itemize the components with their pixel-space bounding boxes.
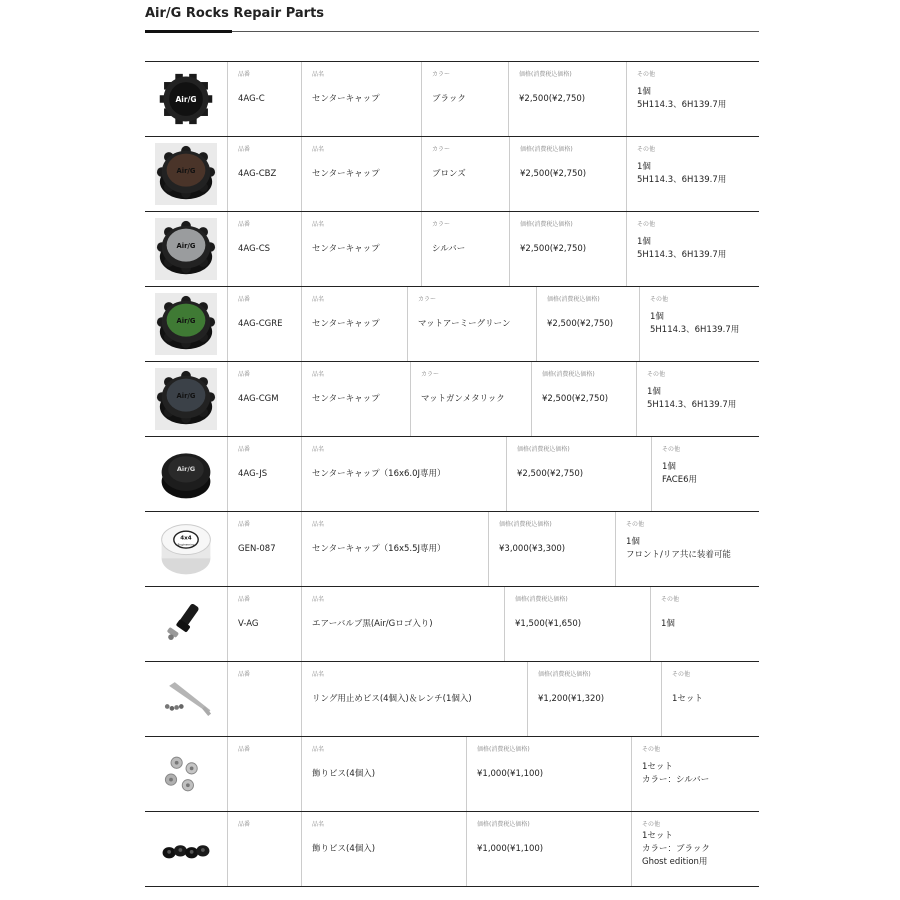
- cell-value: 4AG-C: [238, 93, 265, 104]
- table-row: [145, 61, 759, 136]
- cell-price: [527, 662, 661, 736]
- cell-price: [508, 62, 626, 136]
- cell-value: 4AG-CS: [238, 243, 271, 254]
- cell-value: ¥2,500(¥2,750): [520, 168, 587, 179]
- cell-label: その他: [647, 371, 666, 378]
- other-line: 1セット: [642, 830, 673, 841]
- cell-label: その他: [642, 821, 661, 828]
- cell-label: 品番: [238, 821, 251, 828]
- other-line: FACE6用: [662, 475, 697, 485]
- cell-name: [301, 587, 504, 661]
- cell-label: カラー: [421, 371, 440, 378]
- cell-value: [650, 287, 739, 361]
- table-row: [145, 811, 759, 887]
- svg-text:Air/G: Air/G: [176, 242, 196, 251]
- other-line: 1セット: [672, 693, 703, 704]
- table-row: [145, 211, 759, 286]
- cell-label: 価格(消費税込価格): [520, 146, 573, 153]
- table-row: [145, 286, 759, 361]
- cell-value: リング用止めビス(4個入)＆レンチ(1個入): [312, 693, 472, 704]
- black-center-cap-image: [145, 62, 227, 136]
- cell-other: [636, 362, 759, 436]
- svg-text:Air/G: Air/G: [176, 317, 196, 326]
- cell-label: その他: [637, 221, 656, 228]
- other-line: 1個: [662, 462, 676, 472]
- other-line: 1個: [637, 87, 651, 97]
- other-line: 1個: [637, 237, 651, 247]
- cell-label: 品番: [238, 746, 251, 753]
- svg-text:4x4: 4x4: [180, 535, 192, 542]
- cell-label: 品番: [238, 446, 251, 453]
- title-divider: [145, 31, 759, 32]
- other-line: 1個: [626, 537, 640, 547]
- cell-value: ¥2,500(¥2,750): [547, 318, 614, 329]
- cell-value: ¥1,200(¥1,320): [538, 693, 605, 704]
- parts-table: [145, 61, 759, 887]
- cell-label: その他: [626, 521, 645, 528]
- cell-value: GEN-087: [238, 543, 276, 554]
- cell-value: [661, 587, 675, 661]
- air-valve-image: [145, 587, 227, 661]
- cell-value: ¥2,500(¥2,750): [520, 243, 587, 254]
- cell-price: [466, 812, 631, 886]
- cell-label: 品番: [238, 221, 251, 228]
- cell-label: その他: [672, 671, 691, 678]
- cell-label: 品名: [312, 371, 325, 378]
- other-line: 5H114.3、6H139.7用: [637, 175, 727, 185]
- cell-name: [301, 62, 421, 136]
- cell-label: 価格(消費税込価格): [477, 746, 530, 753]
- cell-value: ブラック: [432, 93, 466, 104]
- cell-label: 価格(消費税込価格): [477, 821, 530, 828]
- cell-color: [410, 362, 531, 436]
- cell-value: 飾りビス(4個入): [312, 768, 376, 779]
- cell-value: センターキャップ（16x5.5J専用）: [312, 543, 446, 554]
- cell-label: 品番: [238, 296, 251, 303]
- cell-other: [650, 587, 759, 661]
- cell-value: 飾りビス(4個入): [312, 843, 376, 854]
- cell-value: ¥1,000(¥1,100): [477, 768, 544, 779]
- cell-other: [626, 137, 759, 211]
- cell-other: [626, 62, 759, 136]
- green-center-cap-image: [145, 287, 227, 361]
- page-title: Air/G Rocks Repair Parts: [145, 6, 325, 21]
- cell-price: [509, 212, 626, 286]
- cell-label: 品名: [312, 296, 325, 303]
- svg-text:Air/G: Air/G: [175, 94, 197, 104]
- cell-value: ¥2,500(¥2,750): [542, 393, 609, 404]
- cell-other: [615, 512, 759, 586]
- cell-label: 価格(消費税込価格): [517, 446, 570, 453]
- cell-value: [672, 662, 703, 736]
- cell-label: 価格(消費税込価格): [538, 671, 591, 678]
- cell-part-no: [227, 362, 301, 436]
- table-row: [145, 511, 759, 586]
- cell-price: [531, 362, 636, 436]
- cell-name: [301, 737, 466, 811]
- cell-name: [301, 212, 421, 286]
- cell-label: その他: [637, 146, 656, 153]
- other-line: 5H114.3、6H139.7用: [637, 100, 727, 110]
- cell-label: 価格(消費税込価格): [520, 221, 573, 228]
- cell-part-no: [227, 662, 301, 736]
- other-line: 1個: [647, 387, 661, 397]
- cell-label: カラー: [432, 221, 451, 228]
- table-row: [145, 736, 759, 811]
- other-line: 1個: [650, 312, 664, 322]
- silver-center-cap-image: [145, 212, 227, 286]
- cell-value: エアーバルブ黒(Air/Gロゴ入り): [312, 618, 433, 629]
- cell-label: 価格(消費税込価格): [542, 371, 595, 378]
- cell-value: [637, 212, 726, 286]
- cell-name: [301, 137, 421, 211]
- other-line: 1セット: [642, 762, 673, 772]
- other-line: 5H114.3、6H139.7用: [650, 325, 740, 335]
- cell-value: ¥2,500(¥2,750): [519, 93, 586, 104]
- cell-color: [407, 287, 536, 361]
- cell-part-no: [227, 212, 301, 286]
- cell-other: [651, 437, 759, 511]
- cell-value: ¥1,500(¥1,650): [515, 618, 582, 629]
- cell-value: [637, 137, 726, 211]
- white-4x4-cap-image: [145, 512, 227, 586]
- cell-label: 品番: [238, 371, 251, 378]
- other-line: 1個: [637, 162, 651, 172]
- table-row: [145, 586, 759, 661]
- cell-other: [661, 662, 759, 736]
- gunmetal-center-cap-image: [145, 362, 227, 436]
- cell-label: 品番: [238, 596, 251, 603]
- cell-label: その他: [642, 746, 661, 753]
- cell-value: [647, 362, 736, 436]
- cell-label: 品番: [238, 71, 251, 78]
- other-line: カラー：シルバー: [642, 775, 710, 785]
- cell-label: 品名: [312, 446, 325, 453]
- cell-value: 4AG-CGRE: [238, 318, 283, 329]
- cell-value: 4AG-CGM: [238, 393, 279, 404]
- cell-part-no: [227, 287, 301, 361]
- cell-value: センターキャップ: [312, 93, 380, 104]
- cell-label: 品名: [312, 671, 325, 678]
- cell-other: [639, 287, 759, 361]
- cell-price: [509, 137, 626, 211]
- cell-label: その他: [637, 71, 656, 78]
- cell-label: その他: [661, 596, 680, 603]
- cell-part-no: [227, 812, 301, 886]
- cell-label: 品名: [312, 521, 325, 528]
- cell-price: [506, 437, 651, 511]
- cell-label: 品名: [312, 221, 325, 228]
- cell-value: [637, 62, 726, 136]
- cell-value: ¥2,500(¥2,750): [517, 468, 584, 479]
- cell-label: 価格(消費税込価格): [499, 521, 552, 528]
- cell-value: ブロンズ: [432, 168, 466, 179]
- cell-other: [631, 812, 759, 886]
- cell-label: その他: [650, 296, 669, 303]
- other-line: 1個: [661, 618, 675, 629]
- cell-label: 価格(消費税込価格): [515, 596, 568, 603]
- cell-value: ¥3,000(¥3,300): [499, 543, 566, 554]
- cell-label: 品名: [312, 746, 325, 753]
- cell-label: 品番: [238, 146, 251, 153]
- other-line: 5H114.3、6H139.7用: [637, 250, 727, 260]
- screws-wrench-image: [145, 662, 227, 736]
- cell-value: [642, 812, 710, 886]
- cell-value: [642, 737, 709, 811]
- cell-label: 品番: [238, 671, 251, 678]
- cell-other: [631, 737, 759, 811]
- cell-label: 価格(消費税込価格): [547, 296, 600, 303]
- cell-name: [301, 437, 506, 511]
- table-row: [145, 661, 759, 736]
- cell-price: [466, 737, 631, 811]
- cell-label: カラー: [432, 146, 451, 153]
- cell-color: [421, 137, 509, 211]
- cell-part-no: [227, 437, 301, 511]
- cell-value: [626, 512, 731, 586]
- black-screws-image: [145, 812, 227, 886]
- cell-value: 4AG-CBZ: [238, 168, 277, 179]
- silver-screws-image: [145, 737, 227, 811]
- table-row: [145, 136, 759, 211]
- cell-label: 品名: [312, 821, 325, 828]
- cell-part-no: [227, 587, 301, 661]
- cell-color: [421, 62, 508, 136]
- cell-part-no: [227, 512, 301, 586]
- cell-color: [421, 212, 509, 286]
- cell-part-no: [227, 62, 301, 136]
- cell-name: [301, 362, 410, 436]
- cell-value: マットアーミーグリーン: [418, 318, 511, 329]
- cell-label: カラー: [418, 296, 437, 303]
- cell-value: センターキャップ: [312, 168, 380, 179]
- cell-label: カラー: [432, 71, 451, 78]
- cell-value: センターキャップ（16x6.0J専用）: [312, 468, 446, 479]
- other-line: 5H114.3、6H139.7用: [647, 400, 737, 410]
- cell-price: [536, 287, 639, 361]
- cell-price: [504, 587, 650, 661]
- svg-text:Engineering: Engineering: [177, 542, 195, 547]
- other-line: フロント/リア共に装着可能: [626, 550, 731, 560]
- cell-label: 品名: [312, 596, 325, 603]
- cell-name: [301, 662, 527, 736]
- cell-part-no: [227, 137, 301, 211]
- cell-value: センターキャップ: [312, 393, 380, 404]
- cell-value: V-AG: [238, 618, 259, 629]
- cell-value: ¥1,000(¥1,100): [477, 843, 544, 854]
- bronze-center-cap-image: [145, 137, 227, 211]
- table-row: [145, 361, 759, 436]
- table-row: [145, 436, 759, 511]
- cell-price: [488, 512, 615, 586]
- cell-label: 品名: [312, 146, 325, 153]
- cell-value: 4AG-JS: [238, 468, 268, 479]
- svg-text:Air/G: Air/G: [176, 465, 196, 474]
- cell-label: 品番: [238, 521, 251, 528]
- cell-other: [626, 212, 759, 286]
- cell-name: [301, 287, 407, 361]
- title-accent-bar: [145, 30, 232, 33]
- cell-value: センターキャップ: [312, 243, 380, 254]
- cell-name: [301, 512, 488, 586]
- cell-label: その他: [662, 446, 681, 453]
- cell-label: 品名: [312, 71, 325, 78]
- cell-value: マットガンメタリック: [421, 393, 505, 404]
- js-center-cap-image: [145, 437, 227, 511]
- cell-value: [662, 437, 697, 511]
- svg-text:Air/G: Air/G: [176, 392, 196, 401]
- cell-name: [301, 812, 466, 886]
- svg-text:Air/G: Air/G: [176, 167, 196, 176]
- cell-value: シルバー: [432, 243, 466, 254]
- other-line: Ghost edition用: [642, 856, 708, 867]
- cell-value: センターキャップ: [312, 318, 380, 329]
- other-line: カラー：ブラック: [642, 843, 710, 854]
- cell-part-no: [227, 737, 301, 811]
- cell-label: 価格(消費税込価格): [519, 71, 572, 78]
